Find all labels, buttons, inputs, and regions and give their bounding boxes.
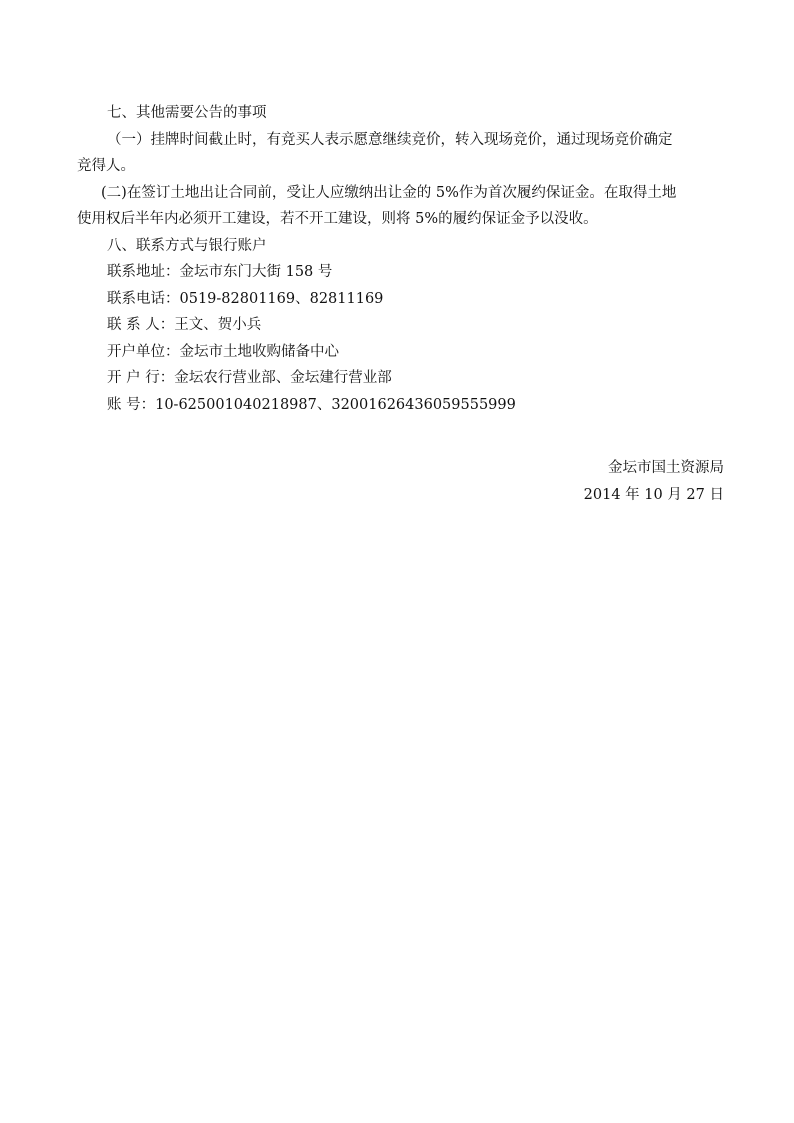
contact-phone: 联系电话：0519-82801169、82811169 [107,290,384,307]
contact-person: 联 系 人：王文、贺小兵 [107,317,262,333]
issue-date: 2014 年 10 月 27 日 [583,486,724,503]
contact-address: 联系地址：金坛市东门大街 158 号 [107,264,333,280]
section7-item2-line2: 使用权后半年内必须开工建设，若不开工建设，则将 5%的履约保证金予以没收。 [77,211,598,227]
notice-body [77,100,724,418]
issuing-organization: 金坛市国土资源局 [608,460,724,476]
account-number: 账 号：10-625001040218987、32001626436059555999 [107,396,516,413]
section7-item1-line2: 竞得人。 [77,158,135,174]
account-unit: 开户单位：金坛市土地收购储备中心 [107,343,339,360]
section8-heading: 八、联系方式与银行账户 [107,237,267,254]
section7-item2-line1: (二)在签订土地出让合同前，受让人应缴纳出让金的 5%作为首次履约保证金。在取得土地 [101,184,677,201]
section7-heading: 七、其他需要公告的事项 [107,105,267,121]
signature-block [424,455,724,508]
section7-item1-line1: （一）挂牌时间截止时，有竞买人表示愿意继续竞价，转入现场竞价，通过现场竞价确定 [107,131,673,148]
bank-name: 开 户 行：金坛农行营业部、金坛建行营业部 [107,370,392,386]
